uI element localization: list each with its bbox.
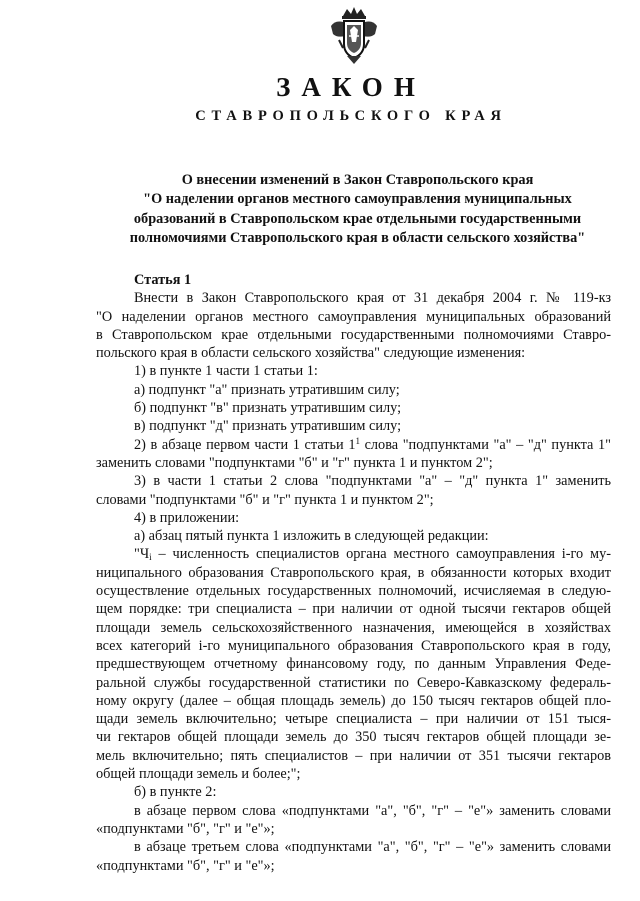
item-1a: а) подпункт "а" признать утратившим силу; [134, 381, 400, 398]
article-heading: Статья 1 [134, 272, 192, 288]
text-line: в Ставропольском крае отдельными государственными полномочиями Ставро- [96, 326, 611, 343]
subject-line: "О наделении органов местного самоуправления муниципальных [143, 191, 572, 208]
text-line [96, 545, 611, 563]
law-region: СТАВРОПОЛЬСКОГО КРАЯ [195, 108, 507, 124]
law-body [96, 271, 611, 875]
law-title: ЗАКОН [276, 72, 426, 102]
text-line: ральной службы государственной статистики по Северо-Кавказскому федераль- [96, 674, 611, 691]
item-4: 4) в приложении: [134, 509, 240, 526]
item-1c: в) подпункт "д" признать утратившим силу; [134, 418, 402, 435]
formula-paragraph [96, 545, 611, 783]
item-4a: а) абзац пятый пункта 1 изложить в следующей редакции: [134, 528, 489, 545]
text-line: площади земель сельскохозяйственного назначения, имеющейся в хозяйствах [96, 619, 611, 636]
text-line: щем порядке: три специалиста – при наличии от одной тысячи гектаров общей [96, 601, 611, 618]
text-line: в абзаце первом слова «подпунктами "а", "б", "г" – "е"» заменить словами [134, 802, 611, 819]
text-line [96, 436, 611, 454]
text-line: ному округу (далее – общая площадь земель) до 150 тысяч гектаров общей пло- [96, 692, 611, 709]
item-1: 1) в пункте 1 части 1 статьи 1: [134, 363, 318, 380]
text-line: щади земель включительно; четыре специалиста – при наличии от 151 тыся- [96, 711, 611, 728]
text-line: польского края в области сельского хозяйства" следующие изменения: [96, 345, 526, 362]
text-line: словами "подпунктами "б" и "г" пункта 1 и пунктом 2"; [96, 491, 434, 508]
item-4b-paragraph-1 [96, 802, 611, 839]
superscript: 1 [355, 435, 360, 446]
text-line: в абзаце третьем слова «подпунктами "а", "б", "г" – "е"» заменить словами [134, 839, 611, 856]
text-line: Внести в Закон Ставропольского края от 31 декабря 2004 г. № 119-кз [134, 290, 611, 307]
formula-symbol: "Ч [134, 546, 150, 563]
item-2 [96, 436, 611, 473]
item-1b: б) подпункт "в" признать утратившим силу; [134, 400, 402, 417]
subject-line: полномочиями Ставропольского края в области сельского хозяйства" [129, 229, 586, 246]
text-line: «подпунктами "б", "г" и "е"»; [96, 820, 275, 837]
text-line: 3) в части 1 статьи 2 слова "подпунктами "а" – "д" пункта 1" заменить [134, 473, 611, 490]
text-line: мель включительно; пять специалистов – при наличии от 351 тысячи гектаров [96, 747, 611, 764]
text-line: чи гектаров общей площади земель до 350 тысяч гектаров общей площади зе- [96, 729, 611, 746]
item-3 [96, 472, 611, 509]
item-4b-paragraph-2 [96, 838, 611, 875]
text-line: ниципального образования Ставропольского края, в обязанности которых входит [96, 564, 611, 581]
stavropol-coat-of-arms-icon [329, 6, 379, 66]
item-2-text: слова "подпунктами "а" – "д" пункта 1" [359, 436, 611, 453]
subscript: i [149, 552, 152, 563]
text-line: заменить словами "подпунктами "б" и "г" пункта 1 и пунктом 2"; [96, 454, 493, 471]
item-4b: б) в пункте 2: [134, 784, 217, 801]
text-line: «подпунктами "б", "г" и "е"»; [96, 857, 275, 874]
law-subject [95, 171, 620, 248]
text-line: всех категорий i-го муниципального образования Ставропольского края в году, [96, 637, 611, 654]
text-line: предшествующем отчетному финансовому году, по данным Управления Федe- [96, 656, 611, 673]
item-2-text: 2) в абзаце первом части 1 статьи 1 [134, 436, 356, 453]
text-line: "О наделении органов местного самоуправления муниципальных образований [96, 308, 611, 325]
formula-text: – численность специалистов органа местного самоуправления i-го му- [151, 546, 611, 563]
subject-line: О внесении изменений в Закон Ставропольского края [181, 172, 534, 188]
article-intro [96, 289, 611, 362]
text-line: общей площади земель и более;"; [96, 766, 301, 783]
subject-line: образований в Ставропольском крае отдельными государственными [133, 210, 582, 227]
text-line: осуществление отдельных государственных полномочий, исчисляемая в следую- [96, 583, 611, 600]
